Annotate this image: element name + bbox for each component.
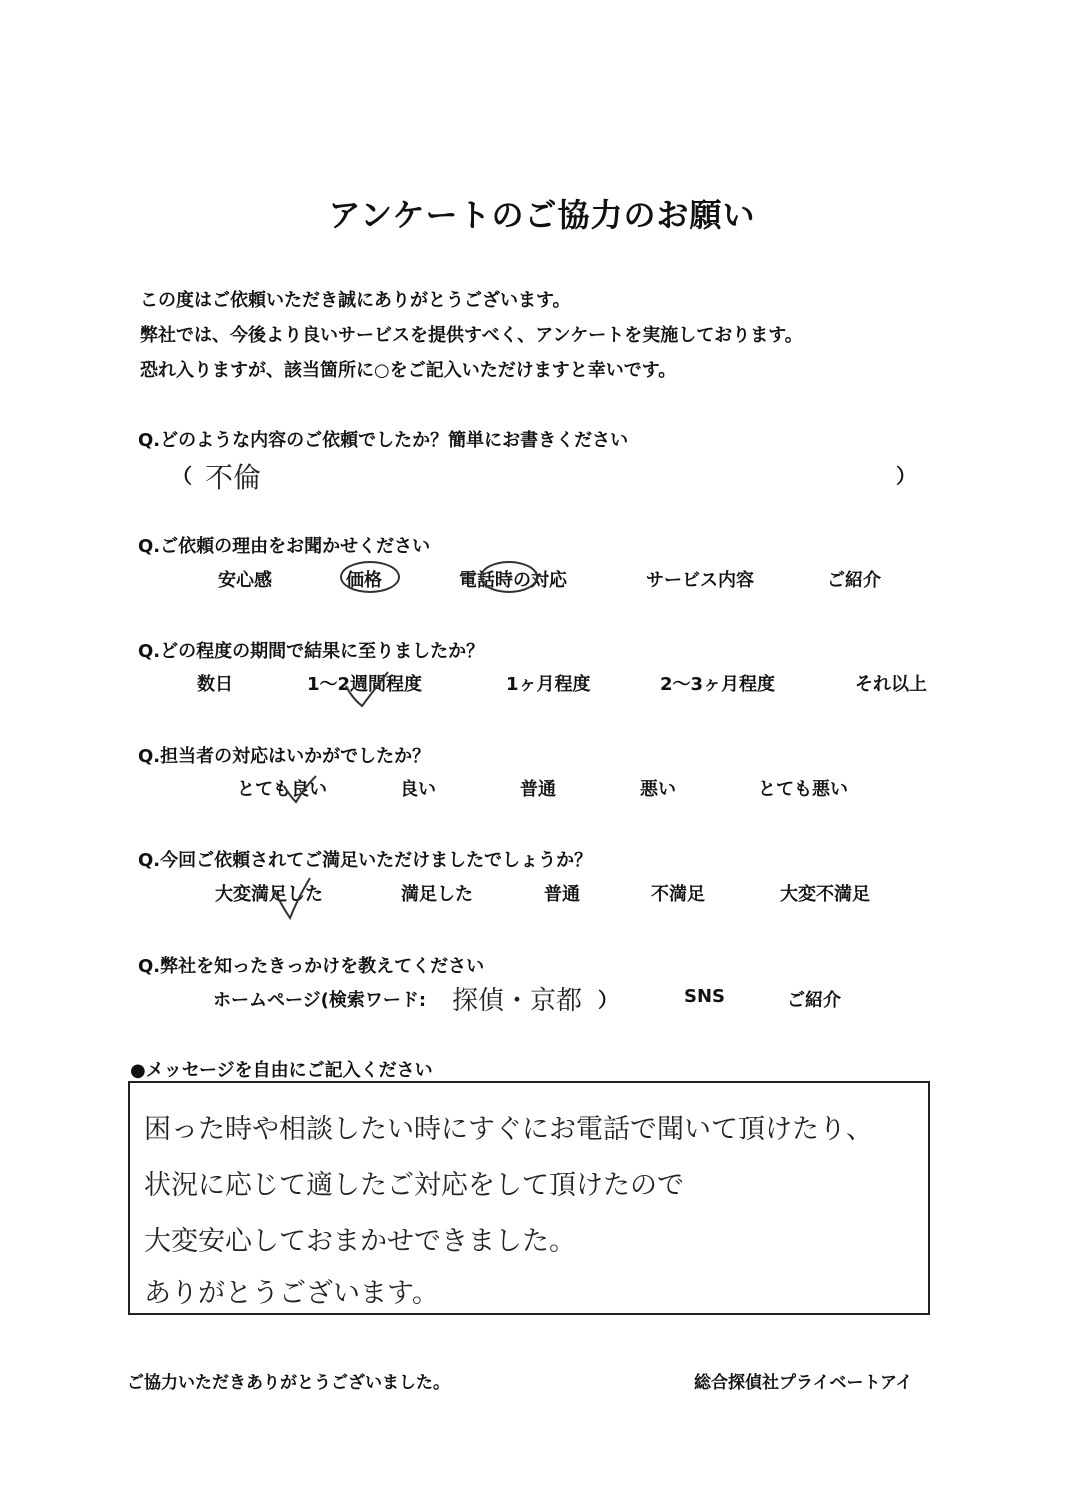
option-sns[interactable]: SNS (684, 986, 725, 1007)
option-phone-response[interactable]: 電話時の対応 (459, 570, 567, 591)
circle-mark-phone (480, 561, 538, 593)
option-very-unsatisfied[interactable]: 大変不満足 (780, 884, 870, 905)
option-very-good[interactable]: とても良い (237, 779, 327, 800)
question-request-content: Q.どのような内容のご依頼でしたか？簡単にお書きください (138, 430, 629, 451)
option-neutral[interactable]: 普通 (544, 884, 580, 905)
question-reason: Q.ご依頼の理由をお聞かせください (138, 536, 431, 557)
intro-line-3: 恐れ入りますが、該当箇所に○をご記入いただけますと幸いです。 (140, 360, 677, 381)
intro-line-1: この度はご依頼いただき誠にありがとうございます。 (140, 290, 571, 311)
option-longer[interactable]: それ以上 (855, 674, 927, 695)
option-satisfied[interactable]: 満足した (401, 884, 473, 905)
option-good[interactable]: 良い (400, 779, 436, 800)
check-mark-very-satisfied (270, 872, 314, 922)
question-how-found: Q.弊社を知ったきっかけを教えてください (138, 956, 485, 977)
handwritten-search-keyword: 探偵・京都 (452, 986, 583, 1016)
option-2-3-months[interactable]: 2～3ヶ月程度 (660, 674, 776, 695)
option-bad[interactable]: 悪い (640, 779, 676, 800)
question-satisfaction: Q.今回ご依頼されてご満足いただけましたでしょうか？ (138, 850, 593, 871)
message-line-4: ありがとうございます。 (144, 1278, 439, 1309)
handwritten-answer-request: 不倫 (205, 461, 262, 494)
page-title: アンケートのご協力のお願い (328, 196, 756, 234)
option-very-bad[interactable]: とても悪い (758, 779, 848, 800)
option-1-2-weeks[interactable]: 1～2週間程度 (307, 674, 423, 695)
option-referral[interactable]: ご紹介 (827, 570, 881, 591)
message-line-2: 状況に応じて適したご対応をして頂けたので (144, 1170, 684, 1201)
message-box (128, 1081, 930, 1315)
option-referral-source[interactable]: ご紹介 (787, 990, 841, 1011)
option-service-content[interactable]: サービス内容 (646, 570, 754, 591)
footer-thanks: ご協力いただきありがとうございました。 (127, 1373, 450, 1393)
question-staff-response: Q.担当者の対応はいかがでしたか？ (138, 746, 431, 767)
check-mark-1-2-weeks (342, 664, 392, 712)
option-reassurance[interactable]: 安心感 (218, 570, 272, 591)
option-normal[interactable]: 普通 (520, 779, 556, 800)
option-price[interactable]: 価格 (346, 570, 382, 591)
check-mark-very-good (280, 770, 320, 806)
company-name: 総合探偵社プライベートアイ (694, 1373, 913, 1393)
message-line-1: 困った時や相談したい時にすぐにお電話で聞いて頂けたり、 (144, 1114, 873, 1145)
message-line-3: 大変安心しておまかせできました。 (144, 1226, 576, 1257)
option-1-month[interactable]: 1ヶ月程度 (506, 674, 591, 695)
question-duration: Q.どの程度の期間で結果に至りましたか？ (138, 641, 485, 662)
option-homepage[interactable]: ホームページ(検索ワード: (213, 990, 427, 1011)
message-heading: ●メッセージを自由にご記入ください (130, 1060, 433, 1081)
close-paren-keyword: ） (598, 988, 618, 1012)
option-unsatisfied[interactable]: 不満足 (651, 884, 705, 905)
option-very-satisfied[interactable]: 大変満足した (215, 884, 323, 905)
intro-line-2: 弊社では、今後より良いサービスを提供すべく、アンケートを実施しております。 (140, 325, 803, 346)
option-few-days[interactable]: 数日 (197, 674, 233, 695)
open-paren: （ (172, 464, 192, 488)
close-paren: ） (896, 464, 916, 488)
circle-mark-price (340, 561, 400, 593)
